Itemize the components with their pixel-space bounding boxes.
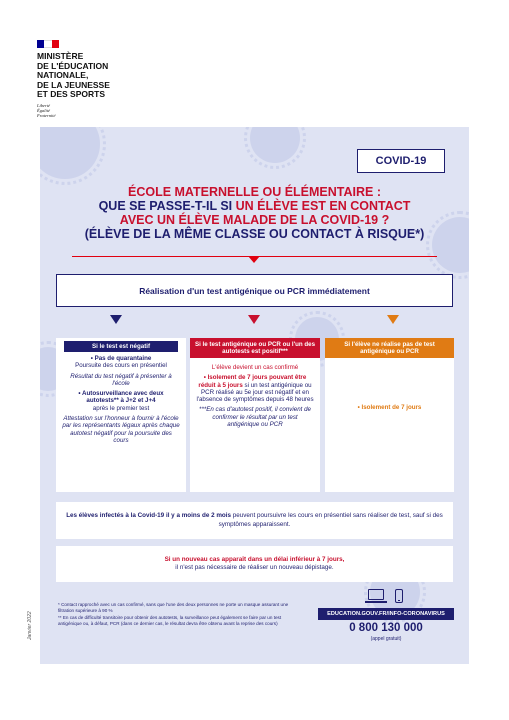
arrow-down-icon	[248, 315, 260, 324]
negative-test-body	[56, 352, 186, 450]
covid-tag: COVID-19	[357, 149, 445, 173]
isolation-details-text: si un test antigénique ou PCR réalisé au 5e jour est négatif et en l'absence de symptômes depuis 48 heures	[196, 381, 314, 404]
autotest-positive-note: ***En cas d'autotest positif, il convient de confirmer le résultat par un test antigénique ou PCR	[199, 406, 311, 429]
title-line-3: AVEC UN ÉLÈVE MALADE DE LA COVID-19 ?	[119, 213, 390, 227]
negative-test-header: Si le test est négatif	[64, 341, 178, 352]
no-test-column	[325, 338, 454, 492]
footnote-1: * Contact rapproché avec un cas confirmé, sans que l'une des deux personnes ne porte un masque assurant une filtration supérieure à 90 %	[58, 602, 289, 613]
publication-date: Janvier 2022	[27, 611, 33, 640]
chevron-down-icon	[248, 256, 260, 263]
laptop-icon	[365, 589, 387, 603]
continue-classes-text: Poursuite des cours en présentiel	[75, 362, 167, 370]
positive-test-body	[190, 358, 320, 434]
arrow-down-icon	[110, 315, 122, 324]
footnote-2: ** En cas de difficulté transitoire pour obtenir des autotests, la surveillance peut également se faire par un test antigénique ou, à défaut, PCR (dans ce dernier cas, le résultat devra être obtenu avant la reprise des cours)	[58, 615, 282, 626]
arrow-down-icon	[387, 315, 399, 324]
republic-motto: Liberté Égalité Fraternité	[37, 102, 56, 118]
new-case-red: Si un nouveau cas apparaît dans un délai inférieur à 7 jours,	[164, 555, 345, 563]
confirmed-case-text: L'élève devient un cas confirmé	[211, 364, 299, 371]
title-line-1: ÉCOLE MATERNELLE OU ÉLÉMENTAIRE :	[127, 185, 381, 199]
no-test-header: Si l'élève ne réalise pas de test antigénique ou PCR	[325, 338, 454, 358]
attestation-text: Attestation sur l'honneur à fournir à l'école par les représentants légaux après chaque autotest négatif pour la poursuite des cours	[62, 415, 180, 444]
phone-note: (appel gratuit)	[370, 636, 402, 642]
negative-result-text: Résultat du test négatif à présenter à l'école	[70, 372, 172, 387]
infected-students-info	[56, 502, 453, 539]
after-first-test-text: après le premier test	[92, 404, 150, 412]
french-flag-icon	[37, 40, 59, 48]
infected-students-rest: peuvent poursuivre les cours en présentiel sans réaliser de test, sauf si des symptômes apparaissent.	[218, 512, 443, 528]
title-line-2	[50, 199, 459, 213]
virus-decoration-icon	[250, 127, 300, 163]
title-line-2-start: QUE SE PASSE-T-IL SI	[98, 199, 236, 213]
negative-test-column	[56, 338, 186, 492]
self-monitoring-text: • Autosurveillance avec deux autotests** à J+2 et J+4	[78, 390, 164, 405]
new-case-rest: il n'est pas nécessaire de réaliser un nouveau dépistage.	[175, 564, 334, 571]
isolation-7-days-text: • Isolement de 7 jours	[357, 404, 422, 411]
isolation-text: • Isolement de 7 jours pouvant être réduit à 5 jours	[198, 374, 307, 389]
info-url-link[interactable]: EDUCATION.GOUV.FR/INFO-CORONAVIRUS	[318, 608, 454, 620]
phone-icon	[395, 589, 403, 603]
new-case-info	[56, 546, 453, 582]
title-line-4: (ÉLÈVE DE LA MÊME CLASSE OU CONTACT À RISQUE*)	[84, 227, 425, 241]
infected-students-bold: Les élèves infectés à la Covid-19 il y a moins de 2 mois	[66, 512, 232, 519]
ministry-name: MINISTÈRE DE L'ÉDUCATION NATIONALE, DE LA JEUNESSE ET DES SPORTS	[37, 51, 110, 99]
main-panel	[40, 127, 469, 664]
page-title	[50, 185, 459, 241]
positive-test-column	[190, 338, 320, 492]
footnotes	[58, 602, 298, 628]
no-test-body	[325, 358, 454, 417]
phone-number: 0 800 130 000	[349, 622, 423, 634]
positive-test-header: Si le test antigénique ou PCR ou l'un des autotests est positif***	[190, 338, 320, 358]
ministry-logo	[37, 40, 177, 118]
immediate-test-box: Réalisation d'un test antigénique ou PCR immédiatement	[56, 274, 453, 307]
title-line-2-highlight: UN ÉLÈVE EST EN CONTACT	[235, 199, 411, 213]
virus-decoration-icon	[40, 127, 100, 179]
no-quarantine-text: • Pas de quarantaine	[90, 355, 152, 362]
